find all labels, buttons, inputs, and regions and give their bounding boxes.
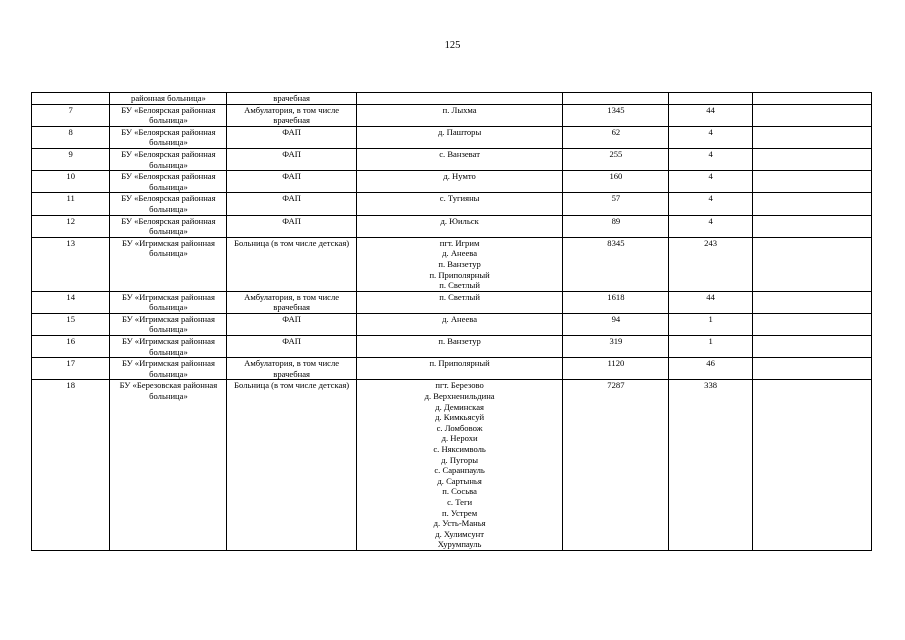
settlement-name: д. Сартынья (437, 475, 482, 486)
cell-facility-type: врачебная (227, 93, 356, 105)
cell-empty (752, 358, 871, 380)
table-row (32, 358, 872, 380)
cell-settlements (356, 104, 563, 126)
cell-facility-type: Больница (в том числе детская) (227, 237, 356, 291)
table-row (32, 215, 872, 237)
cell-population: 255 (563, 148, 669, 170)
cell-settlements (356, 358, 563, 380)
cell-number: 9 (32, 148, 110, 170)
cell-institution: БУ «Белоярская районная больница» (110, 126, 227, 148)
settlement-name: п. Сосьва (442, 486, 477, 497)
cell-number: 12 (32, 215, 110, 237)
cell-settlements (356, 291, 563, 313)
settlement-name: д. Юильск (440, 215, 479, 226)
cell-number: 8 (32, 126, 110, 148)
cell-facility-type: ФАП (227, 126, 356, 148)
cell-number: 16 (32, 336, 110, 358)
cell-beds: 243 (669, 237, 752, 291)
settlement-name: д. Усть-Манья (433, 518, 486, 529)
cell-number: 14 (32, 291, 110, 313)
table-row (32, 148, 872, 170)
cell-empty (752, 336, 871, 358)
cell-number (32, 93, 110, 105)
cell-facility-type: Амбулатория, в том числе врачебная (227, 104, 356, 126)
cell-empty (752, 104, 871, 126)
cell-beds: 1 (669, 336, 752, 358)
settlement-name: с. Ломбовож (436, 422, 483, 433)
settlement-name: д. Анеева (442, 313, 478, 324)
cell-settlements (356, 193, 563, 215)
settlement-name: д. Нерохи (441, 433, 478, 444)
cell-empty (752, 93, 871, 105)
settlement-name: д. Деминская (435, 401, 484, 412)
cell-facility-type: ФАП (227, 313, 356, 335)
cell-population: 1120 (563, 358, 669, 380)
settlement-name: пгт. Березово (435, 380, 484, 391)
table-row (32, 237, 872, 291)
cell-empty (752, 291, 871, 313)
cell-facility-type: Больница (в том числе детская) (227, 380, 356, 551)
table-row (32, 336, 872, 358)
settlement-name: Хурумпауль (437, 539, 482, 550)
settlement-name: п. Устрем (442, 507, 478, 518)
settlement-name: п. Ванзетур (438, 336, 481, 347)
cell-number: 7 (32, 104, 110, 126)
settlement-name: пгт. Игрим (439, 237, 480, 248)
settlement-name: д. Пашторы (437, 126, 482, 137)
settlement-name: с. Няксимволь (433, 444, 486, 454)
cell-population: 62 (563, 126, 669, 148)
table-row (32, 313, 872, 335)
cell-institution: БУ «Белоярская районная больница» (110, 193, 227, 215)
data-table (31, 92, 872, 551)
cell-population: 57 (563, 193, 669, 215)
cell-facility-type: ФАП (227, 215, 356, 237)
cell-facility-type: ФАП (227, 148, 356, 170)
cell-beds: 338 (669, 380, 752, 551)
cell-settlements (356, 336, 563, 358)
settlement-name: п. Приполярный (429, 269, 490, 280)
cell-population: 94 (563, 313, 669, 335)
cell-number: 10 (32, 171, 110, 193)
cell-beds: 4 (669, 193, 752, 215)
table-body (32, 93, 872, 551)
cell-empty (752, 126, 871, 148)
cell-number: 18 (32, 380, 110, 551)
cell-beds: 44 (669, 104, 752, 126)
settlement-name: п. Лыхма (442, 104, 477, 115)
table-row (32, 104, 872, 126)
cell-empty (752, 313, 871, 335)
cell-population: 7287 (563, 380, 669, 551)
cell-population: 8345 (563, 237, 669, 291)
cell-settlements (356, 148, 563, 170)
cell-institution: БУ «Белоярская районная больница» (110, 148, 227, 170)
cell-beds: 1 (669, 313, 752, 335)
settlement-name: с. Саранпауль (434, 465, 485, 476)
cell-institution: БУ «Игримская районная больница» (110, 358, 227, 380)
settlement-name: д. Верхненильдина (424, 391, 495, 402)
cell-beds: 4 (669, 171, 752, 193)
cell-empty (752, 215, 871, 237)
cell-settlements (356, 215, 563, 237)
cell-facility-type: Амбулатория, в том числе врачебная (227, 291, 356, 313)
table-row (32, 193, 872, 215)
cell-institution: БУ «Игримская районная больница» (110, 313, 227, 335)
cell-settlements (356, 93, 563, 105)
table-row (32, 93, 872, 105)
cell-settlements (356, 171, 563, 193)
table-row (32, 126, 872, 148)
settlement-name: д. Пугоры (441, 454, 479, 465)
cell-institution: БУ «Березовская районная больница» (110, 380, 227, 551)
cell-facility-type: ФАП (227, 193, 356, 215)
settlement-name: п. Ванзетур (438, 258, 481, 269)
cell-number: 13 (32, 237, 110, 291)
settlement-name: д. Нумто (443, 171, 476, 182)
cell-number: 17 (32, 358, 110, 380)
settlement-name: д. Хулимсунт (435, 528, 484, 539)
cell-number: 15 (32, 313, 110, 335)
cell-population: 1618 (563, 291, 669, 313)
settlement-name: с. Теги (447, 496, 473, 507)
settlement-name: д. Анеева (442, 248, 478, 259)
settlement-name: с. Тугияны (439, 193, 480, 204)
settlement-name: д. Кимкьясуй (435, 412, 485, 423)
cell-population: 319 (563, 336, 669, 358)
cell-settlements (356, 380, 563, 551)
cell-population: 160 (563, 171, 669, 193)
cell-empty (752, 380, 871, 551)
cell-beds: 4 (669, 126, 752, 148)
page-number: 125 (444, 40, 461, 51)
table-row (32, 171, 872, 193)
cell-number: 11 (32, 193, 110, 215)
cell-institution: БУ «Игримская районная больница» (110, 291, 227, 313)
settlement-name: п. Приполярный (429, 358, 490, 369)
settlement-name: п. Светлый (439, 280, 480, 291)
cell-population: 89 (563, 215, 669, 237)
cell-facility-type: ФАП (227, 171, 356, 193)
cell-settlements (356, 313, 563, 335)
cell-facility-type: Амбулатория, в том числе врачебная (227, 358, 356, 380)
cell-empty (752, 171, 871, 193)
cell-beds: 4 (669, 215, 752, 237)
cell-population (563, 93, 669, 105)
cell-settlements (356, 126, 563, 148)
cell-beds: 46 (669, 358, 752, 380)
cell-institution: БУ «Белоярская районная больница» (110, 215, 227, 237)
settlement-name: п. Светлый (439, 291, 480, 302)
cell-empty (752, 148, 871, 170)
cell-institution: районная больница» (110, 93, 227, 105)
cell-institution: БУ «Игримская районная больница» (110, 336, 227, 358)
cell-institution: БУ «Белоярская районная больница» (110, 171, 227, 193)
cell-beds (669, 93, 752, 105)
table-row (32, 291, 872, 313)
cell-population: 1345 (563, 104, 669, 126)
cell-institution: БУ «Игримская районная больница» (110, 237, 227, 291)
cell-facility-type: ФАП (227, 336, 356, 358)
cell-empty (752, 193, 871, 215)
cell-institution: БУ «Белоярская районная больница» (110, 104, 227, 126)
cell-beds: 4 (669, 148, 752, 170)
table-row (32, 380, 872, 551)
cell-beds: 44 (669, 291, 752, 313)
cell-settlements (356, 237, 563, 291)
settlement-name: с. Ванзеват (439, 148, 480, 159)
cell-empty (752, 237, 871, 291)
